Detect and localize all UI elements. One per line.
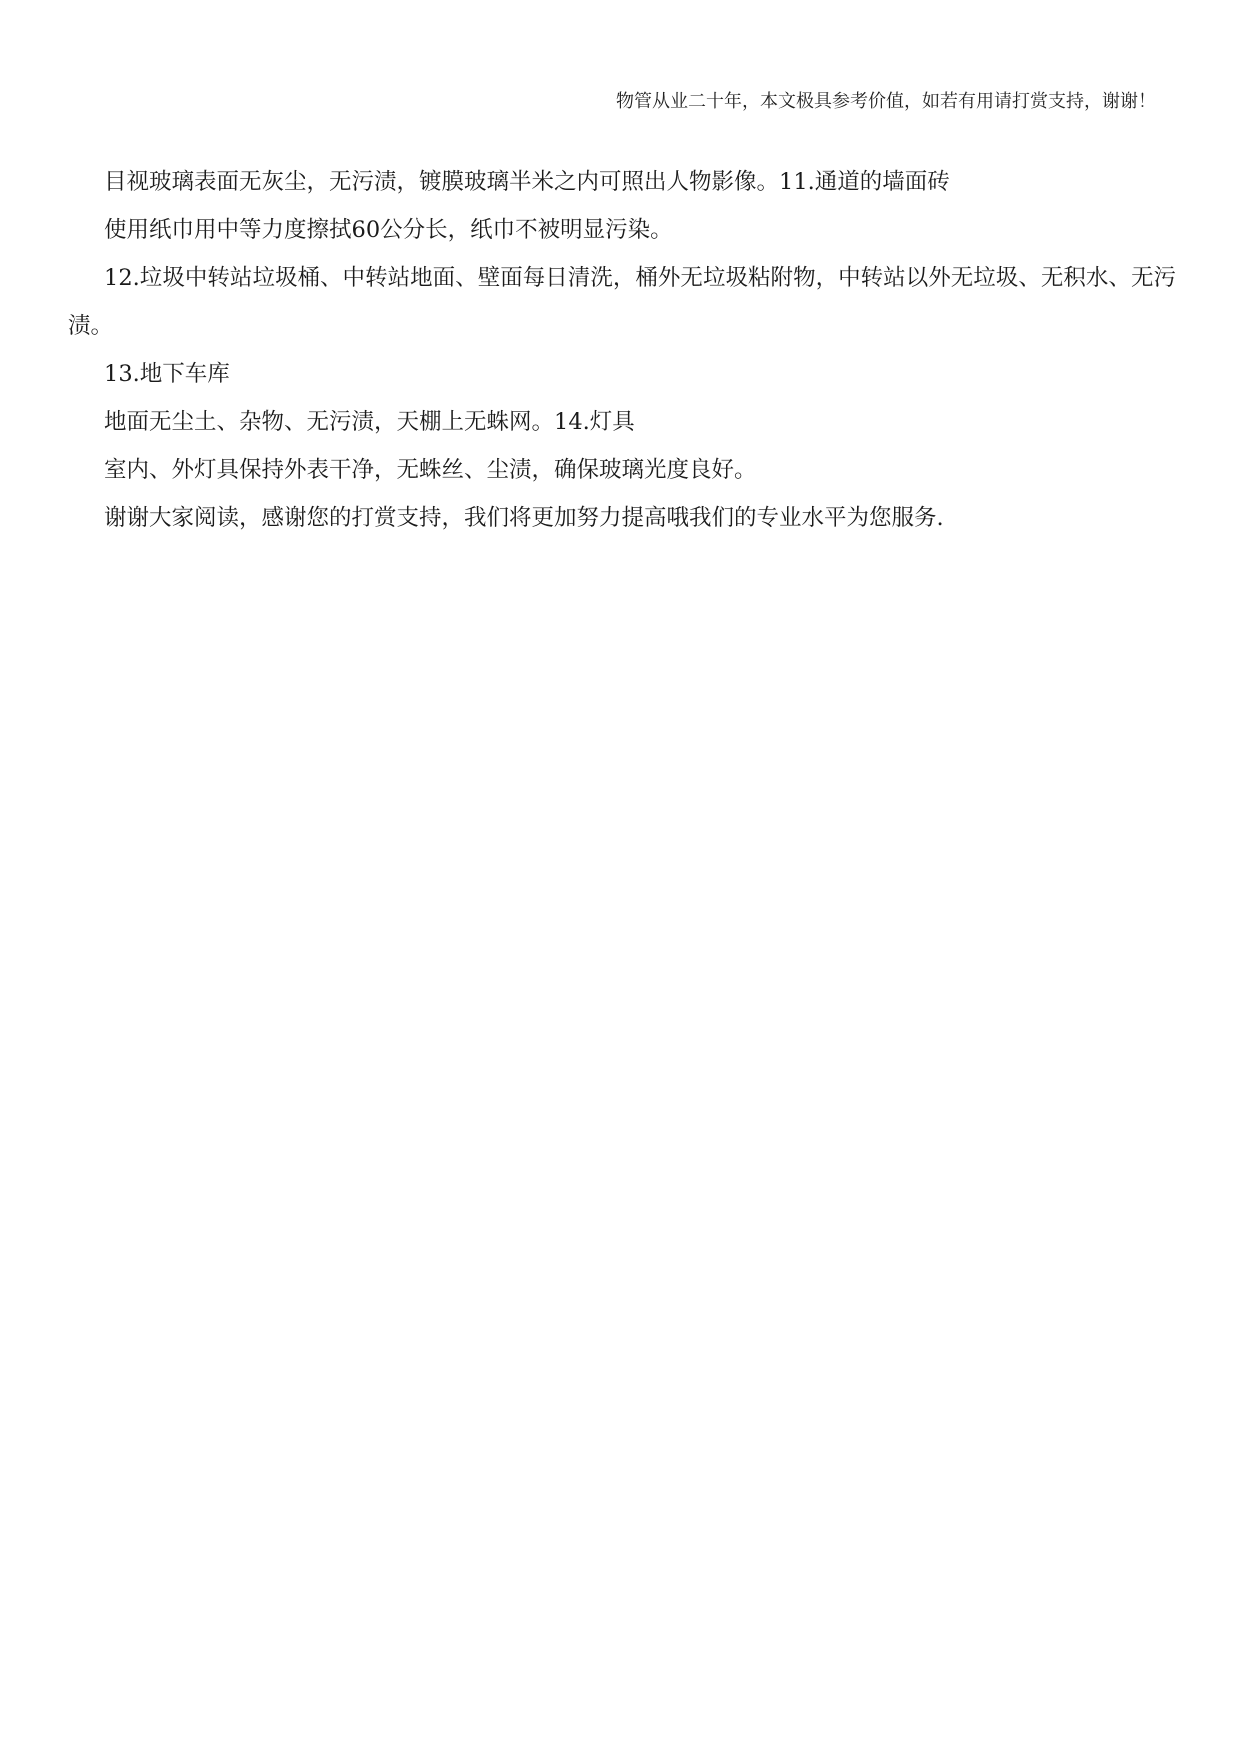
paragraph-glass-cleaning: 目视玻璃表面无灰尘，无污渍，镀膜玻璃半米之内可照出人物影像。11.通道的墙面砖 bbox=[104, 169, 950, 195]
document-body bbox=[68, 158, 1176, 542]
paragraph-lighting-standard: 室内、外灯具保持外表干净，无蛛丝、尘渍，确保玻璃光度良好。 bbox=[104, 457, 757, 483]
paragraph-closing-thanks: 谢谢大家阅读，感谢您的打赏支持，我们将更加努力提高哦我们的专业水平为您服务. bbox=[104, 505, 944, 531]
paragraph-wall-tile-standard: 使用纸巾用中等力度擦拭60公分长，纸巾不被明显污染。 bbox=[104, 217, 673, 243]
paragraph-garbage-station: 12.垃圾中转站垃圾桶、中转站地面、壁面每日清洗，桶外无垃圾粘附物，中转站以外无垃圾、无积水、无污渍。 bbox=[68, 265, 1176, 339]
paragraph-underground-garage-heading: 13.地下车库 bbox=[104, 361, 230, 387]
paragraph-garage-standard: 地面无尘土、杂物、无污渍，天棚上无蛛网。14.灯具 bbox=[104, 409, 635, 435]
header-note: 物管从业二十年，本文极具参考价值，如若有用请打赏支持，谢谢！ bbox=[616, 91, 1156, 112]
